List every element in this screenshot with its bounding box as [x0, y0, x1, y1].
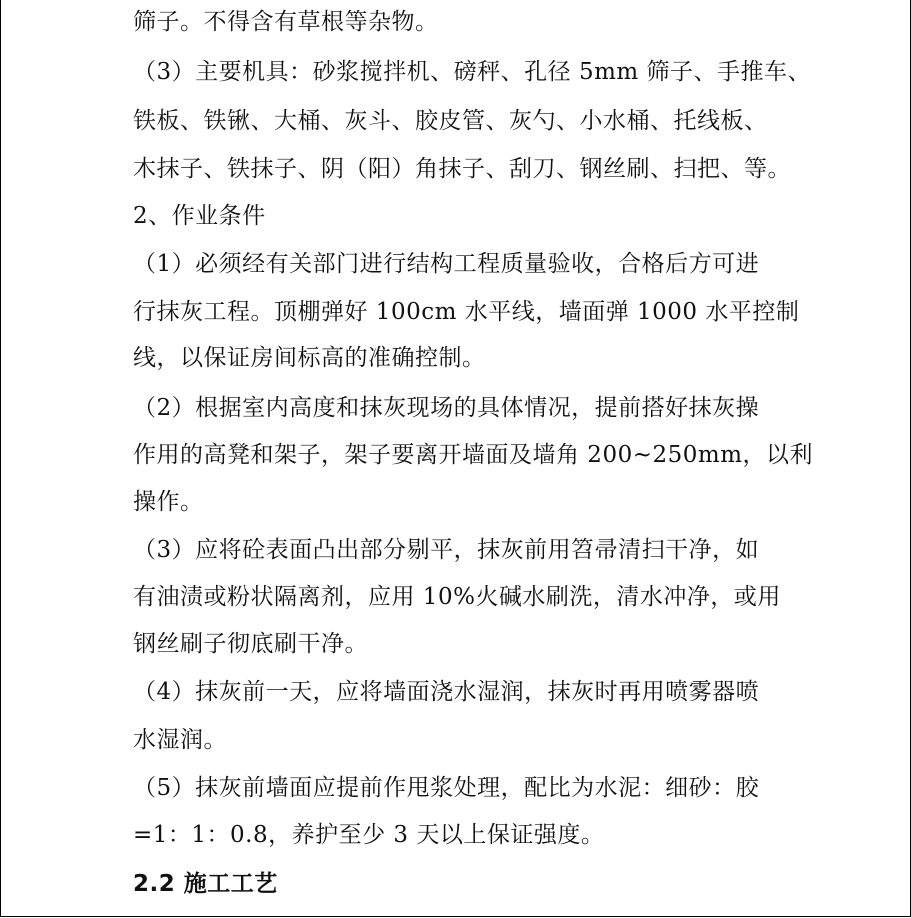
text-line-17: （5）抹灰前墙面应提前作甩浆处理，配比为水泥：细砂：胶: [133, 775, 760, 801]
text-line-16: 水湿润。: [133, 727, 227, 753]
text-line-11: 操作。: [133, 489, 204, 515]
text-line-15: （4）抹灰前一天，应将墙面浇水湿润，抹灰时再用喷雾器喷: [133, 679, 760, 705]
text-line-2: （3）主要机具：砂浆搅拌机、磅秤、孔径 5mm 筛子、手推车、: [133, 59, 812, 85]
text-line-9: （2）根据室内高度和抹灰现场的具体情况，提前搭好抹灰操: [133, 395, 760, 421]
text-line-6: （1）必须经有关部门进行结构工程质量验收，合格后方可进: [133, 251, 760, 277]
text-line-8: 线，以保证房间标高的准确控制。: [133, 345, 486, 371]
text-line-18: =1：1：0.8，养护至少 3 天以上保证强度。: [133, 822, 605, 848]
text-line-12: （3）应将砼表面凸出部分剔平，抹灰前用笤帚清扫干净，如: [133, 537, 760, 563]
section-heading-construction-process: 2.2 施工工艺: [133, 871, 278, 897]
text-line-4: 木抹子、铁抹子、阴（阳）角抹子、刮刀、钢丝刷、扫把、等。: [133, 156, 791, 182]
text-line-13: 有油渍或粉状隔离剂，应用 10%火碱水刷洗，清水冲净，或用: [133, 584, 781, 610]
text-line-7: 行抹灰工程。顶棚弹好 100cm 水平线，墙面弹 1000 水平控制: [133, 299, 800, 325]
text-line-10: 作用的高凳和架子，架子要离开墙面及墙角 200~250mm，以利: [133, 442, 814, 468]
text-line-14: 钢丝刷子彻底刷干净。: [133, 631, 368, 657]
section-heading-work-conditions: 2、作业条件: [133, 203, 266, 229]
text-line-3: 铁板、铁锹、大桶、灰斗、胶皮管、灰勺、小水桶、托线板、: [133, 108, 768, 134]
text-line-1: 筛子。不得含有草根等杂物。: [133, 9, 439, 35]
